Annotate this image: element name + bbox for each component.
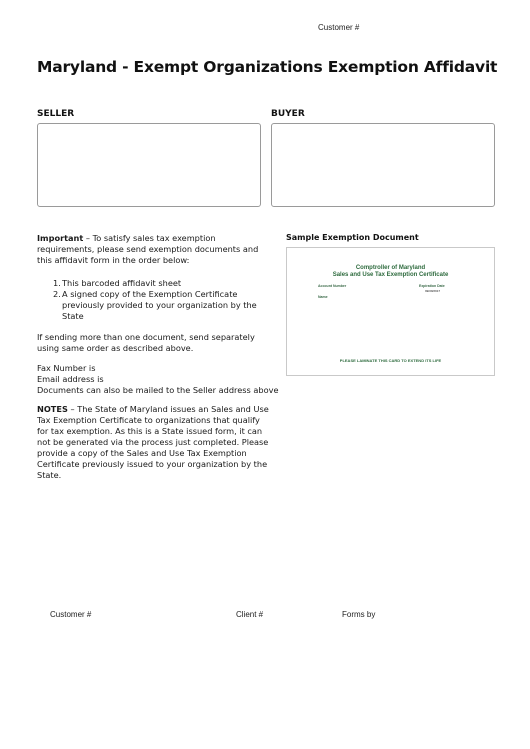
- certificate-title-line-1: Comptroller of Maryland: [355, 265, 426, 271]
- step-number: 2.: [53, 289, 61, 299]
- sample-document-label: Sample Exemption Document: [286, 233, 419, 242]
- fax-number-line: Fax Number is: [37, 363, 96, 373]
- list-item: [53, 278, 268, 289]
- list-item: [53, 289, 268, 322]
- important-paragraph: [37, 233, 267, 266]
- certificate-expiration-label: Expiration Date: [419, 284, 445, 288]
- steps-list: [53, 278, 268, 322]
- email-address-line: Email address is: [37, 374, 104, 384]
- mail-address-line: Documents can also be mailed to the Seller address above: [37, 385, 279, 395]
- important-text: – To satisfy sales tax exemption requirements, please send exemption documents and this affidavit form in the order below:: [37, 233, 259, 265]
- step-text: This barcoded affidavit sheet: [62, 278, 182, 288]
- notes-text: – The State of Maryland issues an Sales and Use Tax Exemption Certificate to organizations that qualify for tax exemption. As this is a State issued form, it can not be generated via the process just completed. Please provide a copy of the Sales and Use Tax Exemption Certificate previously issued to your organization by the State.: [37, 404, 269, 480]
- certificate-title-line-2: Sales and Use Tax Exemption Certificate: [332, 272, 449, 278]
- contact-info: [37, 363, 287, 396]
- sample-certificate-image: [286, 247, 495, 376]
- send-separately-note: If sending more than one document, send separately using same order as described above.: [37, 332, 255, 353]
- buyer-address-box[interactable]: [271, 123, 495, 207]
- footer-forms-by-label: Forms by: [342, 610, 376, 619]
- important-lead: Important: [37, 233, 84, 243]
- seller-label: SELLER: [37, 109, 75, 119]
- certificate-footer-text: PLEASE LAMINATE THIS CARD TO EXTEND ITS LIFE: [339, 358, 442, 363]
- page-title: Maryland - Exempt Organizations Exemption Affidavit: [37, 58, 498, 76]
- seller-address-box[interactable]: [37, 123, 261, 207]
- footer-customer-label: Customer #: [50, 610, 92, 619]
- step-number: 1.: [53, 278, 61, 288]
- notes-lead: NOTES: [37, 404, 68, 414]
- certificate-name-label: Name: [318, 295, 328, 299]
- step-text: A signed copy of the Exemption Certificate previously provided to your organization by the State: [62, 289, 257, 321]
- buyer-label: BUYER: [271, 109, 305, 119]
- customer-number-label: Customer #: [318, 23, 360, 32]
- certificate-expiration-value: 09/30/2017: [425, 289, 441, 293]
- footer-client-label: Client #: [236, 610, 264, 619]
- notes-paragraph: [37, 404, 269, 481]
- certificate-account-label: Account Number: [318, 284, 347, 288]
